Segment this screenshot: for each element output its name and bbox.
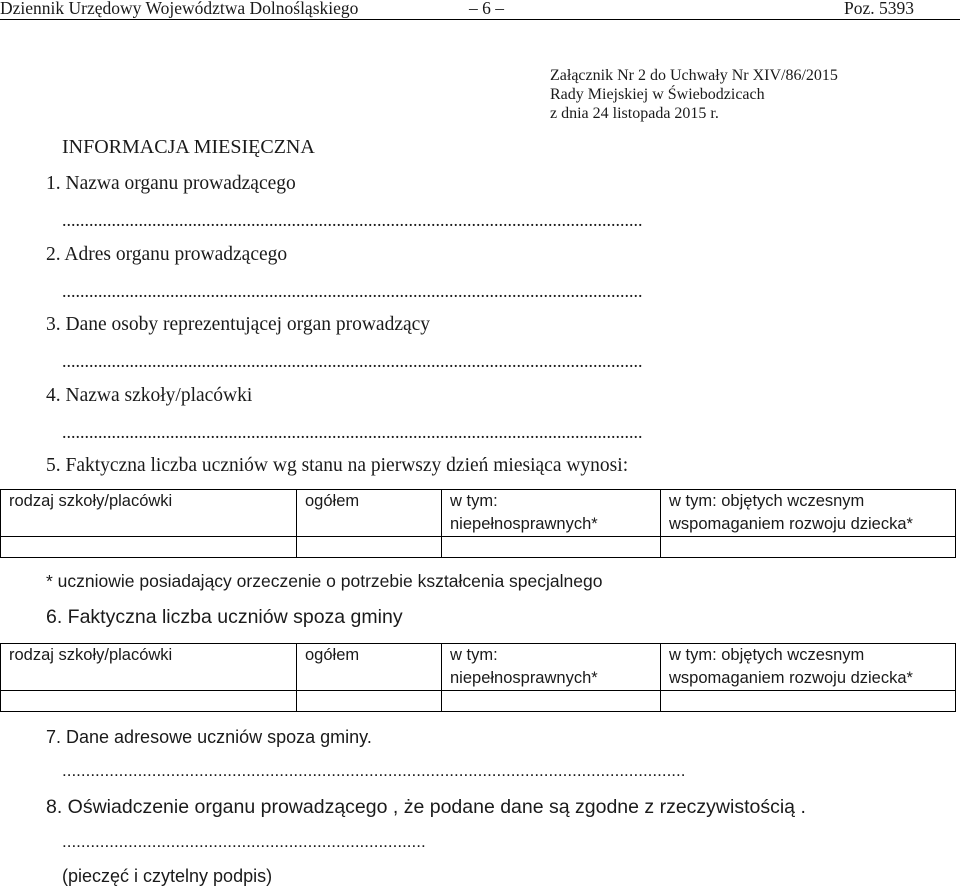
col-school-type-label: rodzaj szkoły/placówki (9, 646, 173, 664)
cell-total[interactable] (297, 691, 442, 712)
item-1-label: 1. Nazwa organu prowadzącego (46, 173, 296, 194)
position-number: Poz. 5393 (844, 0, 914, 18)
item-8-fill-line[interactable]: ............................................................................. (62, 832, 426, 851)
item-7-label: 7. Dane adresowe uczniów spoza gminy. (46, 727, 372, 747)
attachment-line-2: Rady Miejskiej w Świebodzicach (550, 86, 765, 103)
cell-early-support[interactable] (661, 691, 956, 712)
col-total (297, 490, 442, 537)
item-1-fill-line[interactable]: ................................................................................................................................. (62, 210, 643, 230)
table-row (1, 691, 956, 712)
col-early-support (661, 644, 956, 691)
cell-total[interactable] (297, 537, 442, 558)
item-8-label: 8. Oświadczenie organu prowadzącego , że podane dane są zgodne z rzeczywistością . (46, 796, 806, 818)
item-5-label: 5. Faktyczna liczba uczniów wg stanu na pierwszy dzień miesiąca wynosi: (46, 455, 629, 476)
seal-signature-caption: (pieczęć i czytelny podpis) (62, 866, 273, 886)
students-table (0, 489, 956, 558)
col-early-support-label-2: wspomaganiem rozwoju dziecka* (669, 669, 913, 687)
cell-school-type[interactable] (1, 691, 297, 712)
document-title: INFORMACJA MIESIĘCZNA (62, 136, 315, 158)
item-2-fill-line[interactable]: ................................................................................................................................. (62, 281, 643, 301)
col-total-label: ogółem (305, 492, 360, 510)
cell-disabled[interactable] (442, 537, 661, 558)
col-early-support-label-1: w tym: objętych wczesnym (669, 492, 865, 510)
out-of-district-table (0, 643, 956, 712)
item-3-label: 3. Dane osoby reprezentującej organ prowadzący (46, 314, 431, 335)
col-disabled-label-2: niepełnosprawnych* (450, 515, 598, 533)
attachment-line-1: Załącznik Nr 2 do Uchwały Nr XIV/86/2015 (550, 67, 838, 84)
table-row (1, 537, 956, 558)
col-total-label: ogółem (305, 646, 360, 664)
item-2-label: 2. Adres organu prowadzącego (46, 244, 288, 265)
header-divider (0, 19, 960, 20)
attachment-line-3: z dnia 24 listopada 2015 r. (550, 105, 719, 122)
col-early-support-label-1: w tym: objętych wczesnym (669, 646, 865, 664)
table-header-row (1, 644, 956, 691)
item-7-fill-line[interactable]: .................................................................................................................................... (62, 761, 686, 780)
col-disabled-label-1: w tym: (450, 646, 498, 664)
item-3-fill-line[interactable]: ................................................................................................................................. (62, 351, 643, 371)
col-disabled (442, 644, 661, 691)
cell-disabled[interactable] (442, 691, 661, 712)
col-school-type (1, 490, 297, 537)
col-early-support (661, 490, 956, 537)
footnote: * uczniowie posiadający orzeczenie o potrzebie kształcenia specjalnego (46, 571, 603, 591)
item-4-label: 4. Nazwa szkoły/placówki (46, 385, 253, 406)
table-header-row (1, 490, 956, 537)
col-school-type (1, 644, 297, 691)
item-4-fill-line[interactable]: ................................................................................................................................. (62, 422, 643, 442)
col-disabled-label-2: niepełnosprawnych* (450, 669, 598, 687)
col-school-type-label: rodzaj szkoły/placówki (9, 492, 173, 510)
page-number: – 6 – (469, 0, 504, 18)
cell-early-support[interactable] (661, 537, 956, 558)
item-6-label: 6. Faktyczna liczba uczniów spoza gminy (46, 606, 403, 628)
cell-school-type[interactable] (1, 537, 297, 558)
col-early-support-label-2: wspomaganiem rozwoju dziecka* (669, 515, 913, 533)
gazette-title: Dziennik Urzędowy Województwa Dolnośląskiego (0, 0, 359, 18)
col-disabled (442, 490, 661, 537)
col-total (297, 644, 442, 691)
col-disabled-label-1: w tym: (450, 492, 498, 510)
